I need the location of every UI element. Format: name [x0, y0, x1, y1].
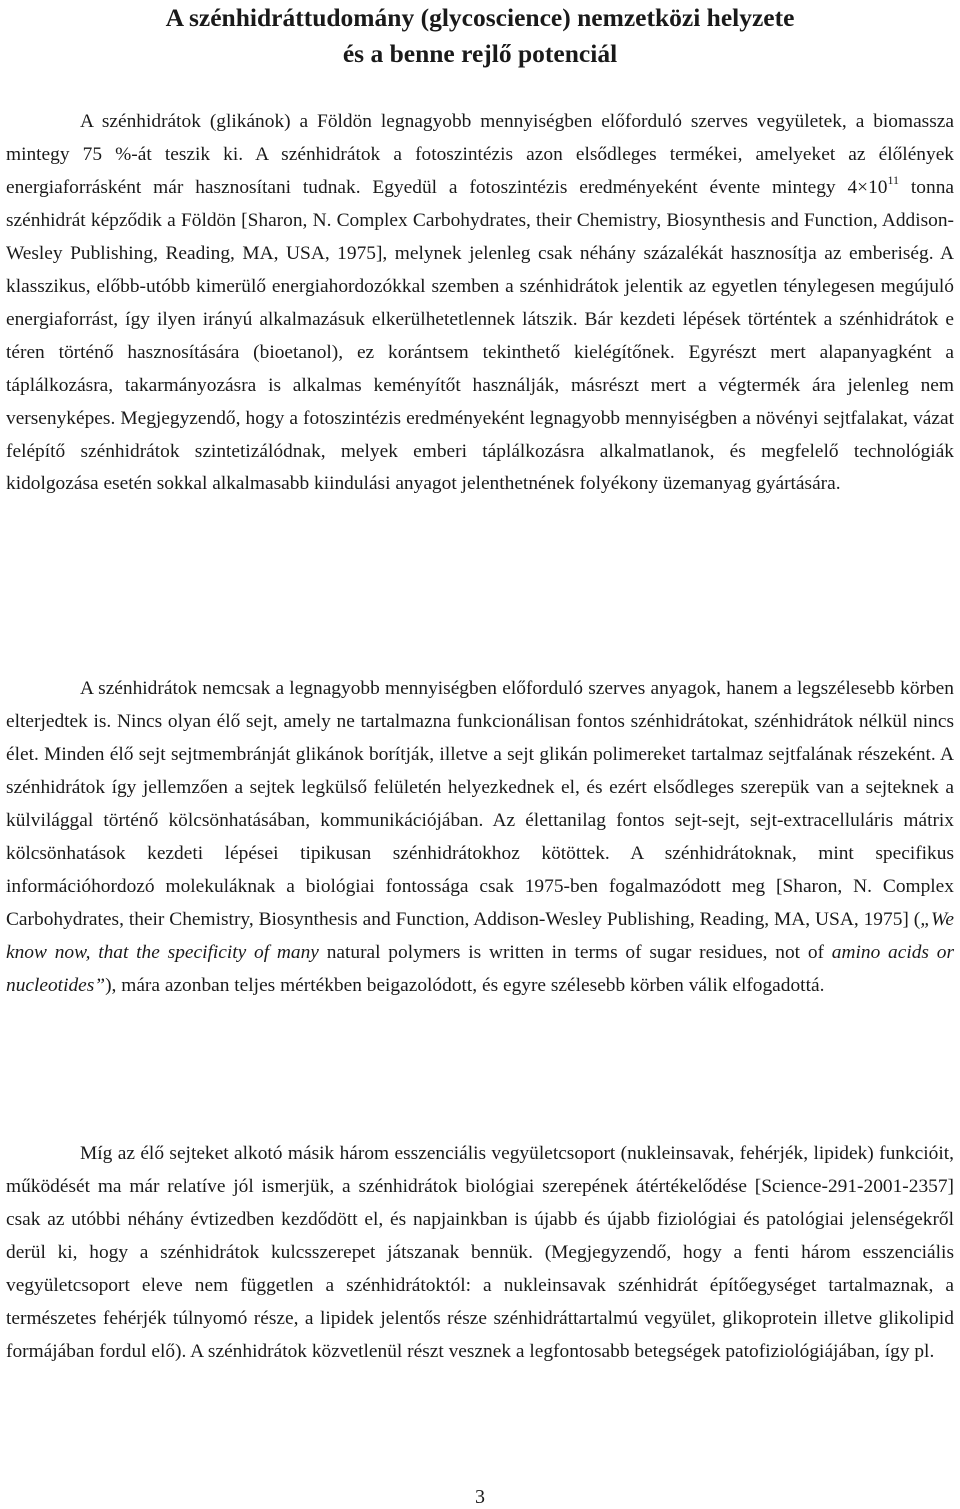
- paragraph-2-text-b: ), mára azonban teljes mértékben beigazolódott, és egyre szélesebb körben válik elfogadottá.: [105, 974, 825, 996]
- quote-part-2: amino acids or nucleotides”: [6, 941, 954, 996]
- paragraph-1-text-a: A szénhidrátok (glikánok) a Földön legnagyobb mennyiségben előforduló szerves vegyületek, a biomassza mintegy 75 %-át teszik ki. A szénhidrátok a fotoszintézis azon elsődleges termékei, amelyeket az élőlények energiaforrásként már hasznosítani tudnak. Egyedül a fotoszintézis eredményeként évente mintegy 4×10: [6, 111, 954, 198]
- paragraph-2: [6, 673, 954, 1003]
- paragraph-1: [6, 106, 954, 501]
- paragraph-2-text-a: A szénhidrátok nemcsak a legnagyobb mennyiségben előforduló szerves anyagok, hanem a legszélesebb körben elterjedtek is. Nincs olyan élő sejt, amely ne tartalmazna funkcionálisan fontos szénhidrátokat, szénhidrátok nélkül nincs élet. Minden élő sejt sejtmembránját glikánok borítják, illetve a sejt glikán polimereket tartalmaz sejtfalának részeként. A szénhidrátok így jellemzően a sejtek legkülső felületén helyezkednek el, és ezért elsődleges szerepük van a sejteknek a külvilággal történő kölcsönhatásában, kommunikációjában. Az élettanilag fontos sejt-sejt, sejt-extracelluláris mátrix kölcsönhatások kezdeti lépései tipikusan szénhidrátokhoz kötöttek. A szénhidrátoknak, mint specifikus információhordozó molekuláknak a biológiai fontossága csak 1975-ben fogalmazódott meg [Sharon, N. Complex Carbohydrates, their Chemistry, Biosynthesis and Function, Addison-Wesley Publishing, Reading, MA, USA, 1975] (: [6, 678, 954, 930]
- quote-part-1: „We know now, that the specificity of many: [6, 908, 954, 963]
- paragraph-3: Míg az élő sejteket alkotó másik három esszenciális vegyületcsoport (nukleinsavak, fehérjék, lipidek) funkcióit, működését ma már relatíve jól ismerjük, a szénhidrátok biológiai szerepének átértékelődése [Science-291-2001-2357] csak az utóbbi néhány évtizedben kezdődött el, és napjainkban is újabb és újabb fiziológiai és patológiai jelenségekről derül ki, hogy a szénhidrátok kulcsszerepet játszanak bennük. (Megjegyzendő, hogy a fenti három esszenciális vegyületcsoport eleve nem független a szénhidrátoktól: a nukleinsavak szénhidrát építőegységet tartalmaznak, a természetes fehérjék túlnyomó része, a lipidek jelentős része szénhidráttartalmú vegyület, glikoprotein illetve glikolipid formájában fordul elő). A szénhidrátok közvetlenül részt vesznek a legfontosabb betegségek patofiziológiájában, így pl.: [6, 1143, 954, 1362]
- page-number: 3: [475, 1486, 485, 1508]
- document-title: [0, 0, 960, 72]
- paragraph-1-text-b: tonna szénhidrát képződik a Földön [Sharon, N. Complex Carbohydrates, their Chemistry, Biosynthesis and Function, Addison-Wesley Publishing, Reading, MA, USA, 1975], melynek jelenleg csak néhány százalékát hasznosítja az emberiség. A klasszikus, előbb-utóbb kimerülő energiahordozókkal szemben a szénhidrátok jelentik az egyetlen ténylegesen megújuló energiaforrást, így ilyen irányú alkalmazásuk elkerülhetetlennek látszik. Bár kezdeti lépések történtek a szénhidrátok e téren történő hasznosítására (bioetanol), ez korántsem tekinthető kielégítőnek. Egyrészt mert alapanyagként a táplálkozásra, takarmányozásra is alkalmas keményítőt használják, másrészt mert a végtermék ára jelenleg nem versenyképes. Megjegyzendő, hogy a fotoszintézis eredményeként legnagyobb mennyiségben a növényi sejtfalakat, vázat felépítő szénhidrátok szintetizálódnak, melyek emberi táplálkozásra alkalmatlanok, és megfelelő technológiák kidolgozása esetén sokkal alkalmasabb kiindulási anyagot jelenthetnének folyékony üzemanyag gyártására.: [6, 176, 954, 495]
- paragraph-2-text-mid: natural polymers is written in terms of sugar residues, not of: [318, 941, 832, 963]
- title-line-2: és a benne rejlő potenciál: [342, 39, 618, 68]
- title-line-1: A szénhidráttudomány (glycoscience) nemzetközi helyzete: [165, 3, 795, 32]
- exponent: 11: [887, 173, 900, 188]
